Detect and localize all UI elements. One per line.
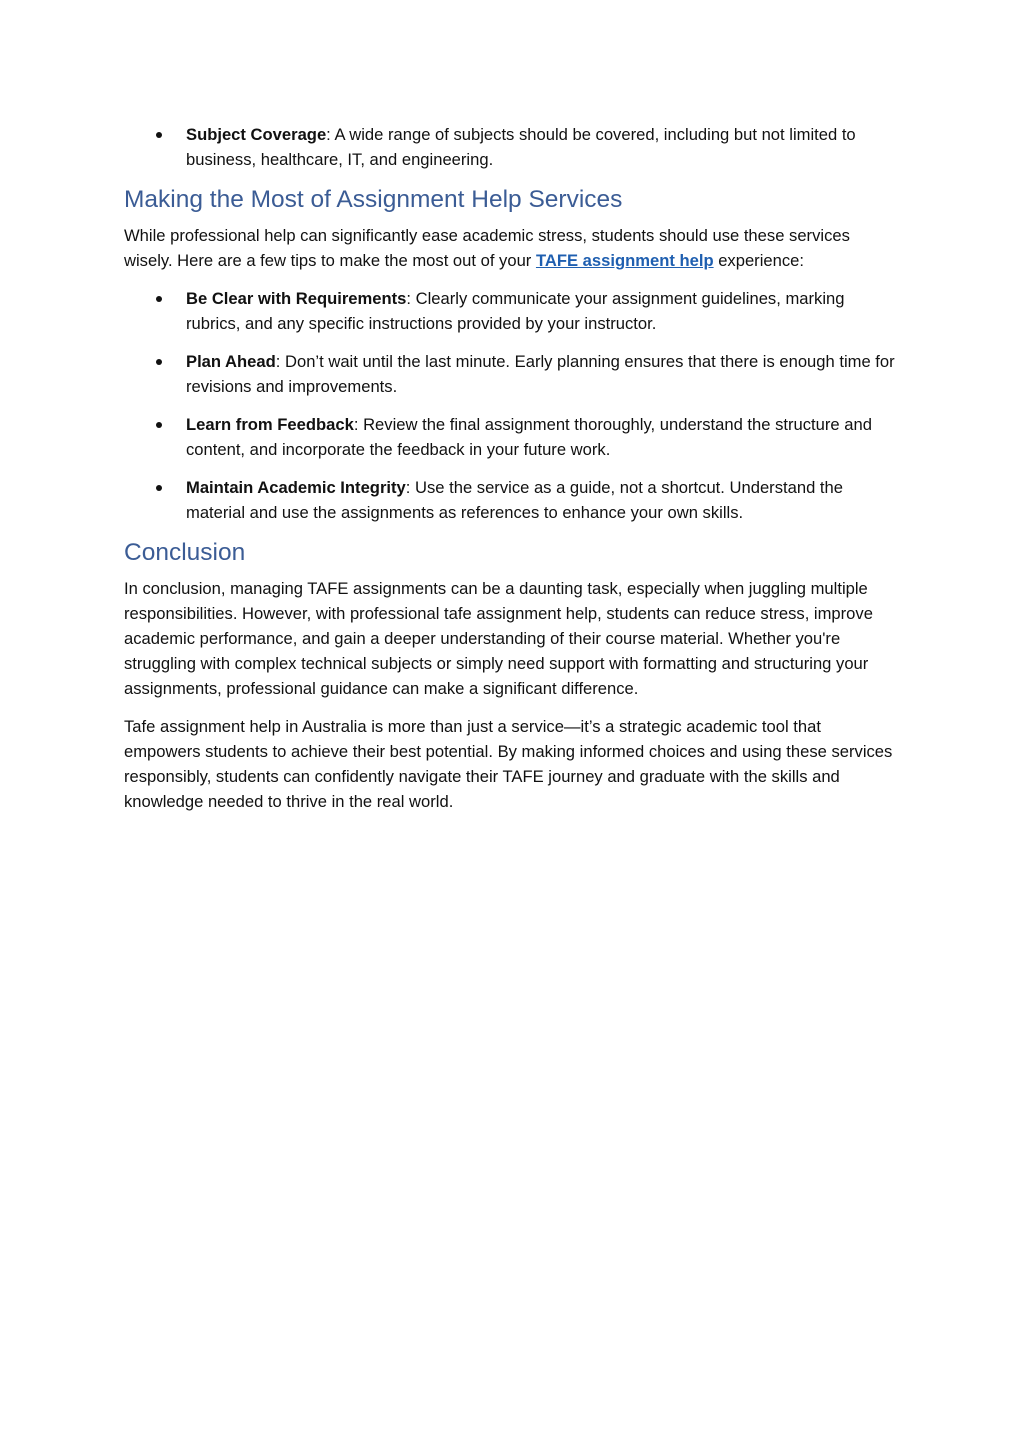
list-item-term: Learn from Feedback — [186, 415, 354, 434]
bullet-icon — [156, 296, 162, 302]
list-item-text: : Clearly communicate your assignment guidelines, marking rubrics, and any specific instructions provided by your instructor. — [186, 289, 845, 333]
list-item-text: : Review the final assignment thoroughly, understand the structure and content, and incorporate the feedback in your future work. — [186, 415, 872, 459]
conclusion-paragraph: In conclusion, managing TAFE assignments can be a daunting task, especially when juggling multiple responsibilities. However, with professional tafe assignment help, students can reduce stress, improve academic performance, and gain a deeper understanding of their course material. Whether you're struggling with complex technical subjects or simply need support with formatting and structuring your assignments, professional guidance can make a significant difference. — [124, 579, 873, 698]
conclusion-paragraph: Tafe assignment help in Australia is more than just a service—it’s a strategic academic tool that empowers students to achieve their best potential. By making informed choices and using these services responsibly, students can confidently navigate their TAFE journey and graduate with the skills and knowledge needed to thrive in the real world. — [124, 717, 893, 811]
subject-coverage-list — [124, 122, 899, 172]
list-item — [124, 122, 899, 172]
intro-text-after: experience: — [713, 251, 804, 270]
list-item-term: Be Clear with Requirements — [186, 289, 407, 308]
tafe-assignment-help-link[interactable]: TAFE assignment help — [535, 251, 714, 270]
list-item-text: : Use the service as a guide, not a shortcut. Understand the material and use the assignments as references to enhance your own skills. — [186, 478, 843, 522]
bullet-icon — [156, 359, 162, 365]
section-heading-conclusion: Conclusion — [124, 539, 246, 566]
list-item — [124, 475, 899, 525]
list-item-term: Subject Coverage — [186, 125, 327, 144]
intro-text-before: While professional help can significantly ease academic stress, students should use these services wisely. Here are a few tips to make the most out of your — [124, 226, 850, 270]
section-heading-making-the-most: Making the Most of Assignment Help Services — [124, 186, 623, 213]
list-item — [124, 349, 899, 399]
list-item — [124, 286, 899, 336]
list-item-text: : Don’t wait until the last minute. Early planning ensures that there is enough time for revisions and improvements. — [186, 352, 895, 396]
tips-list — [124, 286, 899, 525]
list-item-term: Maintain Academic Integrity — [186, 478, 406, 497]
list-item-text: : A wide range of subjects should be covered, including but not limited to business, healthcare, IT, and engineering. — [186, 125, 856, 169]
section-intro-paragraph — [124, 223, 899, 273]
list-item-term: Plan Ahead — [186, 352, 276, 371]
bullet-icon — [156, 132, 162, 138]
bullet-icon — [156, 485, 162, 491]
document-body — [124, 122, 899, 827]
bullet-icon — [156, 422, 162, 428]
list-item — [124, 412, 899, 462]
